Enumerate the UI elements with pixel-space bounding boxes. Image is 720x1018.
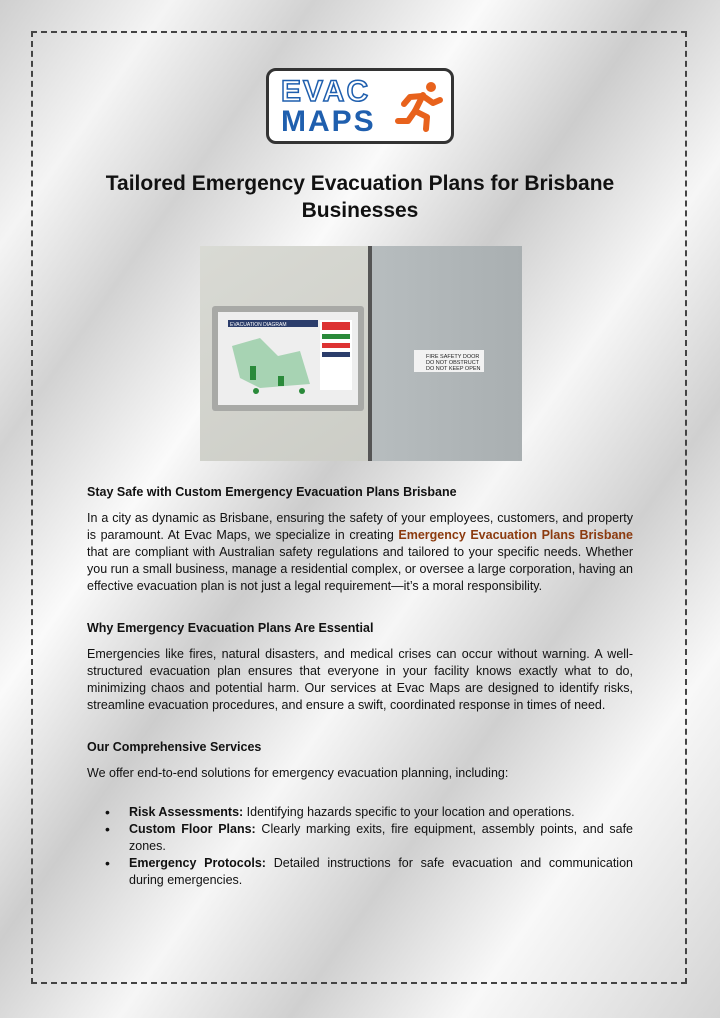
- intro-text-after: that are compliant with Australian safety regulations and tailored to your specific needs. Whether you run a small business, manage a residential complex, or oversee a large corporation, having an effective evacuation plan is not just a legal requirement—it’s a moral responsibility.: [87, 545, 633, 593]
- evac-maps-logo: [266, 68, 454, 144]
- services-intro: We offer end-to-end solutions for emergency evacuation planning, including:: [87, 766, 509, 780]
- list-item-label: Risk Assessments:: [129, 805, 244, 819]
- logo-word-evac: EVAC: [281, 75, 371, 108]
- door-sign-line-3: DO NOT KEEP OPEN: [426, 366, 481, 372]
- section-paragraph-intro: [87, 510, 633, 595]
- list-item-label: Custom Floor Plans:: [129, 822, 256, 836]
- running-man-icon: [393, 79, 449, 135]
- list-item-label: Emergency Protocols:: [129, 856, 266, 870]
- emergency-evacuation-plans-link[interactable]: Emergency Evacuation Plans Brisbane: [398, 528, 633, 542]
- evacuation-sign-photo: [200, 246, 522, 461]
- section-heading-why: Why Emergency Evacuation Plans Are Essential: [87, 621, 374, 635]
- door-sign-line-1: FIRE SAFETY DOOR: [426, 354, 480, 360]
- list-item: [129, 804, 633, 821]
- page-title: Tailored Emergency Evacuation Plans for Brisbane Businesses: [105, 172, 615, 222]
- intro-text-before: In a city as dynamic as Brisbane, ensuring the safety of your employees, customers, and property is paramount. At Evac Maps, we specialize in creating: [87, 511, 633, 542]
- list-item: [129, 821, 633, 855]
- section-heading-stay-safe: Stay Safe with Custom Emergency Evacuation Plans Brisbane: [87, 485, 457, 499]
- list-item-text: Detailed instructions for safe evacuation and communication during emergencies.: [129, 856, 633, 887]
- list-item-text: Clearly marking exits, fire equipment, assembly points, and safe zones.: [129, 822, 633, 853]
- article-body: [87, 484, 633, 889]
- logo-word-maps: MAPS: [281, 105, 376, 138]
- list-item: [129, 855, 633, 889]
- section-heading-services: Our Comprehensive Services: [87, 740, 262, 754]
- services-list: [87, 804, 633, 889]
- section-paragraph-why: Emergencies like fires, natural disasters, and medical crises can occur without warning. A well-structured evacuation plan ensures that everyone in your facility knows exactly what to do, minimizing chaos and potential harm. Our services at Evac Maps are designed to identify risks, streamline evacuation procedures, and ensure a swift, coordinated response in times of need.: [87, 647, 633, 712]
- door-sign-line-2: DO NOT OBSTRUCT: [426, 360, 480, 366]
- diagram-sign-title: EVACUATION DIAGRAM: [230, 322, 287, 328]
- list-item-text: Identifying hazards specific to your location and operations.: [243, 805, 575, 819]
